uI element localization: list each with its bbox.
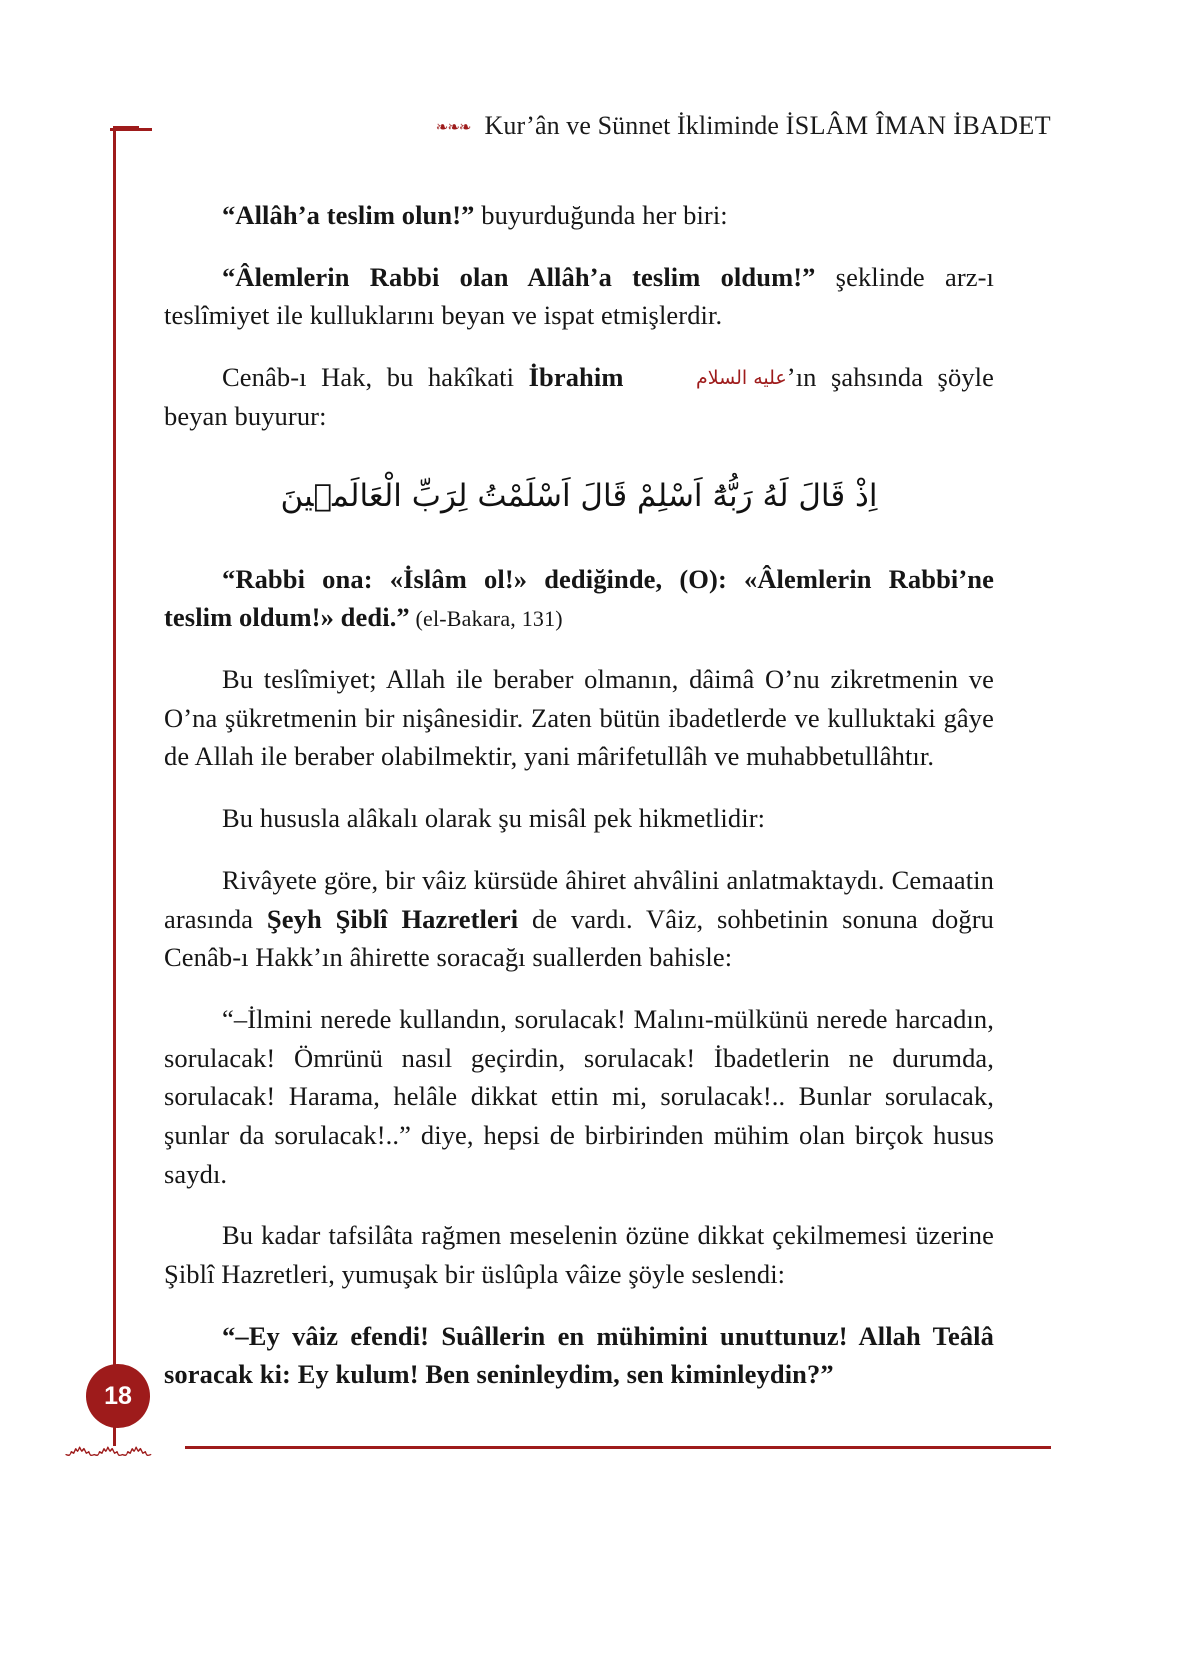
floral-ornament-icon: ❧❧❧ [435, 119, 471, 136]
body-text-column [164, 196, 994, 1394]
paragraph-7-tail: de vardı. Vâiz, sohbetinin sonuna doğru Cenâb-ı Hakk’ın âhirette soracağı suallerden bahisle: [164, 903, 994, 973]
page-number-label: 18 [104, 1381, 132, 1410]
page-number-badge [86, 1364, 150, 1428]
paragraph-3-tail: ’ın şahsında şöyle beyan buyurur: [164, 362, 994, 431]
paragraph-6: Bu hususla alâkalı olarak şu misâl pek hikmetlidir: [222, 803, 766, 834]
paragraph-9: Bu kadar tafsilâta rağmen meselenin özüne dikkat çekilmemesi üzerine Şiblî Hazretleri, yumuşak bir üslûpla vâize şöyle seslendi: [164, 1220, 994, 1289]
paragraph-7 [164, 861, 994, 977]
quote-allaha-teslim-olun: “Allâh’a teslim olun!” [222, 200, 475, 230]
paragraph-8: “–İlmini nerede kullandın, sorulacak! Malını-mülkünü nerede harcadın, sorulacak! Ömrünü nasıl geçirdin, sorulacak! İbadetlerin ne durumda, sorulacak! Harama, helâle dikkat ettin mi, sorulacak!.. Bunlar sorulacak, şunlar da sorulacak!..” diye, hepsi de birbirinden mühim olan birçok husus saydı. [164, 1003, 994, 1189]
running-head-title [484, 111, 1051, 141]
quran-verse-arabic: اِذْ قَالَ لَهُ رَبُّهُٓ اَسْلِمْ قَالَ اَسْلَمْتُ لِرَبِّ الْعَالَم۪ينَ [280, 478, 878, 515]
verse-reference: (el-Bakara, 131) [409, 606, 563, 632]
paragraph-7-lead: Rivâyete göre, bir vâiz kürsüde âhiret ahvâlini anlatmaktaydı. Cemaatin arasında [164, 864, 994, 934]
running-head-series: Kur’ân ve Sünnet İkliminde [484, 111, 780, 140]
side-rule-corner [113, 126, 139, 129]
running-head-book: İSLÂM ÎMAN İBADET [785, 111, 1051, 140]
bottom-horizontal-rule [185, 1446, 1051, 1449]
paragraph-2-rest: şeklinde arz-ı teslîmiyet ile kulluklarını beyan ve ispat etmişlerdir. [164, 261, 994, 331]
paragraph-5: Bu teslîmiyet; Allah ile beraber olmanın, dâimâ O’nu zikretmenin ve O’na şükretmenin bir nişânesidir. Zaten bütün ibadetlerde ve kulluktaki gâye de Allah ile beraber olabilmektir, yani mârifetullâh ve muhabbetullâhtır. [164, 664, 994, 772]
footer-ornament-icon: ෴෴෴ [64, 1430, 149, 1467]
honorific-alayhis-salam-icon: عليه السلام [696, 367, 787, 390]
paragraph-3 [164, 358, 994, 435]
paragraph-10-closing-quote: “–Ey vâiz efendi! Suâllerin en mühimini unuttunuz! Allah Teâlâ soracak ki: Ey kulum! Ben seninleydim, sen kiminleydin?” [164, 1320, 994, 1390]
side-vertical-rule [113, 128, 116, 1446]
paragraph-1 [164, 196, 994, 235]
name-seyh-sibli-hazretleri: Şeyh Şiblî Hazretleri [266, 903, 519, 934]
paragraph-1-rest: buyurduğunda her biri: [474, 200, 728, 230]
page-header [110, 104, 1051, 148]
name-ibrahim: İbrahim [528, 362, 624, 393]
paragraph-4-translation [164, 560, 994, 637]
verse-translation: “Rabbi ona: «İslâm ol!» dediğinde, (O): «Âlemlerin Rabbi’ne teslim oldum!» dedi.” [164, 563, 994, 633]
paragraph-3-lead: Cenâb-ı Hak, bu hakîkati [222, 362, 529, 393]
quote-alemlerin-rabbi: “Âlemlerin Rabbi olan Allâh’a teslim oldum!” [222, 261, 816, 292]
paragraph-2 [164, 258, 994, 335]
